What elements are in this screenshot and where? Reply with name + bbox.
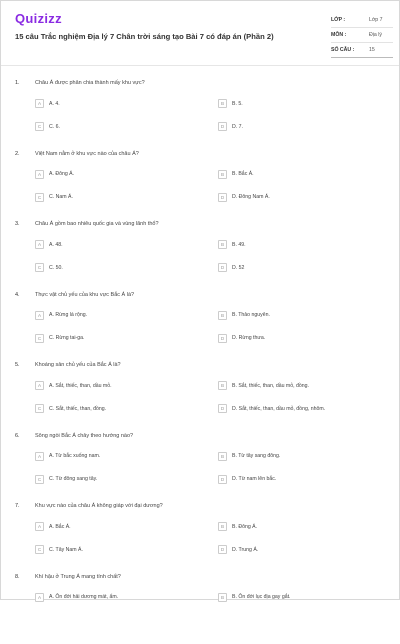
question-number: 3. — [15, 221, 35, 227]
option-letter-box: B — [218, 99, 227, 108]
question-text: Châu Á gồm bao nhiêu quốc gia và vùng lãnh thổ? — [35, 221, 159, 227]
option-text: D. Rừng thưa. — [232, 335, 265, 341]
question-text: Châu Á được phân chia thành mấy khu vực? — [35, 80, 145, 86]
option-c[interactable] — [35, 475, 97, 484]
option-text: D. 52 — [232, 265, 244, 271]
question-number: 2. — [15, 151, 35, 157]
option-text: A. Bắc Á. — [49, 524, 71, 530]
question-item — [1, 80, 399, 151]
option-b[interactable] — [218, 381, 309, 390]
option-letter-box: A — [35, 522, 44, 531]
option-b[interactable] — [218, 99, 243, 108]
meta-grade-key: LỚP : — [331, 17, 357, 23]
option-d[interactable] — [218, 263, 244, 272]
option-letter-box: D — [218, 404, 227, 413]
option-d[interactable] — [218, 122, 243, 131]
option-text: C. Rừng tai-ga. — [49, 335, 84, 341]
meta-grade — [331, 13, 393, 28]
option-letter-box: D — [218, 334, 227, 343]
meta-subject — [331, 28, 393, 43]
option-letter-box: B — [218, 381, 227, 390]
option-text: D. Từ nam lên bắc. — [232, 476, 276, 482]
header-divider — [1, 65, 399, 66]
option-text: A. 48. — [49, 242, 63, 248]
option-text: A. Từ bắc xuống nam. — [49, 453, 100, 459]
option-text: D. Sắt, thiếc, than, dầu mỏ, đồng, nhôm. — [232, 406, 325, 412]
option-b[interactable] — [218, 452, 280, 461]
option-letter-box: C — [35, 193, 44, 202]
option-text: B. Ôn đới lục địa gay gắt. — [232, 594, 290, 600]
option-letter-box: C — [35, 475, 44, 484]
question-item — [1, 292, 399, 363]
question-number: 5. — [15, 362, 35, 368]
option-text: A. Rừng lá rộng. — [49, 312, 87, 318]
option-a[interactable] — [35, 381, 112, 390]
option-letter-box: B — [218, 593, 227, 602]
option-letter-box: C — [35, 404, 44, 413]
option-letter-box: C — [35, 545, 44, 554]
question-item — [1, 221, 399, 292]
option-d[interactable] — [218, 193, 270, 202]
option-text: B. Từ tây sang đông. — [232, 453, 280, 459]
worksheet-title: 15 câu Trắc nghiệm Địa lý 7 Chân trời sáng tạo Bài 7 có đáp án (Phần 2) — [15, 32, 315, 41]
option-letter-box: B — [218, 311, 227, 320]
option-text: B. 49. — [232, 242, 246, 248]
option-text: C. 50. — [49, 265, 63, 271]
meta-subject-key: MÔN : — [331, 32, 357, 38]
option-text: A. 4. — [49, 101, 60, 107]
option-letter-box: A — [35, 452, 44, 461]
question-text: Khoáng sản chủ yếu của Bắc Á là? — [35, 362, 121, 368]
option-text: B. Thảo nguyên. — [232, 312, 270, 318]
option-letter-box: C — [35, 263, 44, 272]
option-letter-box: A — [35, 311, 44, 320]
meta-count-value: 15 — [357, 47, 393, 53]
worksheet-meta — [331, 13, 393, 58]
quizizz-logo: Quizizz — [15, 11, 62, 26]
option-a[interactable] — [35, 452, 100, 461]
option-letter-box: A — [35, 99, 44, 108]
option-b[interactable] — [218, 311, 270, 320]
meta-grade-value: Lớp 7 — [357, 17, 393, 23]
option-letter-box: A — [35, 240, 44, 249]
option-text: C. Tây Nam Á. — [49, 547, 83, 553]
option-c[interactable] — [35, 263, 63, 272]
question-number: 7. — [15, 503, 35, 509]
option-letter-box: B — [218, 240, 227, 249]
option-letter-box: A — [35, 381, 44, 390]
question-number: 4. — [15, 292, 35, 298]
meta-subject-value: Địa lý — [357, 32, 393, 38]
question-number: 1. — [15, 80, 35, 86]
option-c[interactable] — [35, 193, 73, 202]
option-c[interactable] — [35, 334, 84, 343]
option-d[interactable] — [218, 545, 258, 554]
option-a[interactable] — [35, 170, 74, 179]
option-letter-box: D — [218, 263, 227, 272]
option-text: C. 6. — [49, 124, 60, 130]
option-letter-box: A — [35, 593, 44, 602]
option-text: C. Nam Á. — [49, 194, 73, 200]
option-a[interactable] — [35, 311, 87, 320]
option-text: B. Sắt, thiếc, than, dầu mỏ, đồng. — [232, 383, 309, 389]
question-number: 6. — [15, 433, 35, 439]
option-b[interactable] — [218, 170, 254, 179]
option-letter-box: A — [35, 170, 44, 179]
option-letter-box: B — [218, 170, 227, 179]
option-letter-box: D — [218, 193, 227, 202]
option-text: B. Bắc Á. — [232, 171, 254, 177]
option-text: A. Đông Á. — [49, 171, 74, 177]
option-text: A. Sắt, thiếc, than, dầu mỏ. — [49, 383, 112, 389]
option-text: D. Đông Nam Á. — [232, 194, 270, 200]
option-b[interactable] — [218, 522, 257, 531]
question-item — [1, 503, 399, 574]
option-d[interactable] — [218, 404, 325, 413]
option-letter-box: D — [218, 122, 227, 131]
question-text: Sông ngòi Bắc Á chảy theo hướng nào? — [35, 433, 133, 439]
option-text: B. 5. — [232, 101, 243, 107]
option-text: D. Trung Á. — [232, 547, 258, 553]
option-text: A. Ôn đới hải dương mát, ẩm. — [49, 594, 118, 600]
option-a[interactable] — [35, 593, 118, 602]
option-b[interactable] — [218, 593, 290, 602]
question-text: Khí hậu ở Trung Á mang tính chất? — [35, 574, 121, 580]
option-letter-box: C — [35, 122, 44, 131]
question-text: Việt Nam nằm ở khu vực nào của châu Á? — [35, 151, 139, 157]
option-text: D. 7. — [232, 124, 243, 130]
option-c[interactable] — [35, 122, 60, 131]
question-item — [1, 574, 399, 644]
option-text: C. Từ đông sang tây. — [49, 476, 97, 482]
option-letter-box: D — [218, 545, 227, 554]
question-item — [1, 433, 399, 504]
question-number: 8. — [15, 574, 35, 580]
option-d[interactable] — [218, 475, 276, 484]
option-letter-box: C — [35, 334, 44, 343]
meta-count-key: SỐ CÂU : — [331, 47, 357, 53]
option-letter-box: B — [218, 522, 227, 531]
option-letter-box: B — [218, 452, 227, 461]
question-item — [1, 362, 399, 433]
option-text: B. Đông Á. — [232, 524, 257, 530]
option-letter-box: D — [218, 475, 227, 484]
option-c[interactable] — [35, 404, 106, 413]
question-item — [1, 151, 399, 222]
meta-count — [331, 43, 393, 58]
question-text: Thực vật chủ yếu của khu vực Bắc Á là? — [35, 292, 134, 298]
question-list — [1, 80, 399, 644]
option-d[interactable] — [218, 334, 265, 343]
option-a[interactable] — [35, 240, 63, 249]
option-text: C. Sắt, thiếc, than, đồng. — [49, 406, 106, 412]
option-c[interactable] — [35, 545, 83, 554]
option-a[interactable] — [35, 99, 60, 108]
question-text: Khu vực nào của châu Á không giáp với đại dương? — [35, 503, 163, 509]
option-b[interactable] — [218, 240, 246, 249]
option-a[interactable] — [35, 522, 71, 531]
